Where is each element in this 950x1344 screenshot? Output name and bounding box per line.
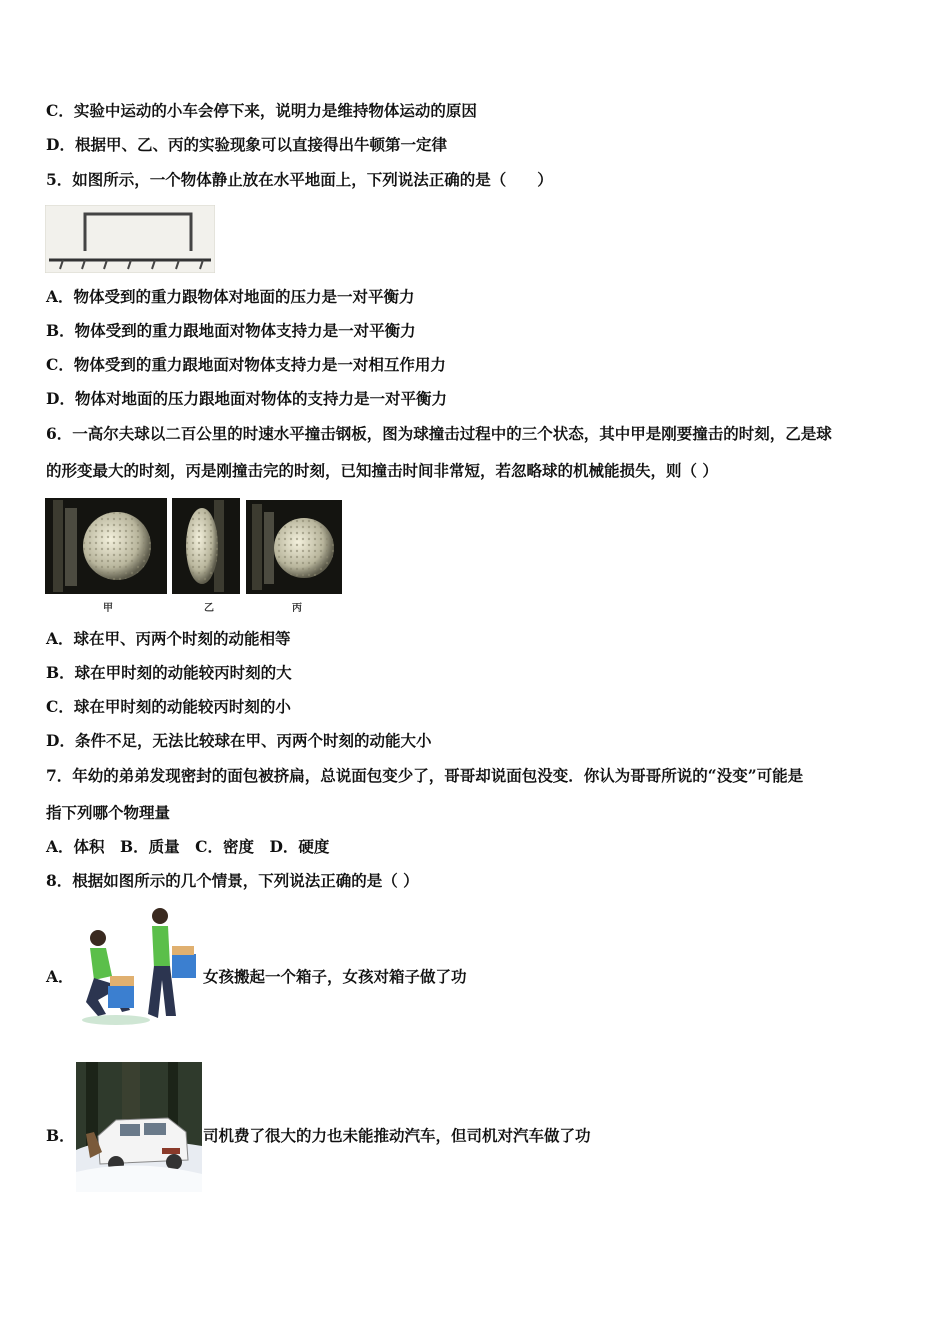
question-6-option-d: D．条件不足，无法比较球在甲、丙两个时刻的动能大小 [46, 731, 432, 750]
golf-ball-yi-photo [172, 498, 240, 594]
question-8: 8．根据如图所示的几个情景，下列说法正确的是（ ） [46, 871, 419, 890]
option-c-prev: C．实验中运动的小车会停下来，说明力是维持物体运动的原因 [46, 101, 477, 120]
golf-ball-jia-photo [45, 498, 167, 594]
question-7-line-1: 7．年幼的弟弟发现密封的面包被挤扁，总说面包变少了，哥哥却说面包没变．你认为哥哥所说的“没变”可能是 [46, 766, 804, 785]
question-8-option-b-text: 司机费了很大的力也未能推动汽车，但司机对汽车做了功 [203, 1126, 591, 1145]
question-5: 5．如图所示，一个物体静止放在水平地面上，下列说法正确的是（ ） [46, 170, 553, 189]
caption-jia: 甲 [103, 603, 113, 614]
question-6-option-c: C．球在甲时刻的动能较丙时刻的小 [46, 697, 291, 716]
question-8-option-b-label: B． [46, 1126, 75, 1145]
question-6-line-2: 的形变最大的时刻，丙是刚撞击完的时刻，已知撞击时间非常短，若忽略球的机械能损失，则（ ） [46, 461, 718, 480]
question-7-options: A．体积 B．质量 C．密度 D．硬度 [46, 837, 330, 856]
option-d-prev: D．根据甲、乙、丙的实验现象可以直接得出牛顿第一定律 [46, 135, 447, 154]
question-8-option-a-text: 女孩搬起一个箱子，女孩对箱子做了功 [203, 967, 467, 986]
question-7-line-2: 指下列哪个物理量 [46, 803, 171, 822]
golf-ball-bing-photo [246, 500, 342, 594]
question-6-option-b: B．球在甲时刻的动能较丙时刻的大 [46, 663, 292, 682]
caption-yi: 乙 [204, 603, 214, 614]
caption-bing: 丙 [292, 603, 302, 614]
question-6-option-a: A．球在甲、丙两个时刻的动能相等 [46, 629, 291, 648]
question-5-option-a: A．物体受到的重力跟物体对地面的压力是一对平衡力 [46, 287, 415, 306]
question-5-option-d: D．物体对地面的压力跟地面对物体的支持力是一对平衡力 [46, 389, 447, 408]
girl-lifting-box-image [76, 906, 196, 1028]
box-on-ground-figure [45, 205, 215, 273]
question-5-option-b: B．物体受到的重力跟地面对物体支持力是一对平衡力 [46, 321, 416, 340]
question-6-line-1: 6．一高尔夫球以二百公里的时速水平撞击钢板，图为球撞击过程中的三个状态，其中甲是刚要撞击的时刻，乙是球 [46, 424, 832, 443]
driver-pushing-car-image [76, 1062, 202, 1192]
question-5-option-c: C．物体受到的重力跟地面对物体支持力是一对相互作用力 [46, 355, 446, 374]
question-8-option-a-label: A． [46, 967, 74, 986]
